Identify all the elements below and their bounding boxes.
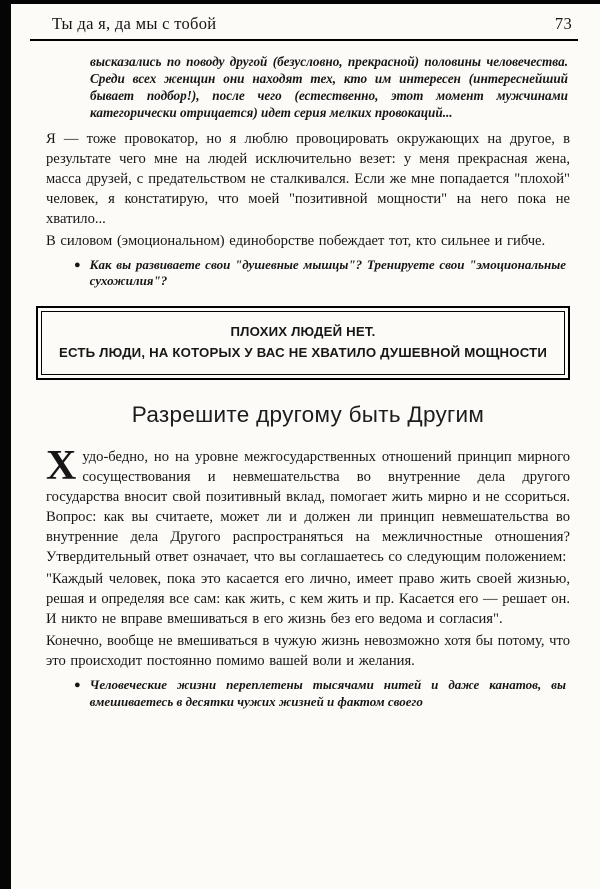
bullet-question-muscles-text: Как вы развиваете свои "душевные мышцы"? Тренируете свои "эмоциональные сухожилия"? — [89, 256, 566, 289]
bullet-lives-intertwined-text: Человеческие жизни переплетены тысячами нитей и даже канатов, вы вмешиваетесь в десятки чужих жизней и фактом своего — [89, 677, 566, 709]
slogan-line-2: ЕСТЬ ЛЮДИ, НА КОТОРЫХ У ВАС НЕ ХВАТИЛО ДУШЕВНОЙ МОЩНОСТИ — [58, 344, 548, 360]
drop-cap: Х — [46, 443, 77, 490]
page-header — [0, 0, 600, 39]
page-number: 73 — [554, 14, 572, 33]
scan-edge-top — [0, 0, 600, 4]
paragraph-impossible-not-to-interfere: Конечно, вообще не вмешиваться в чужую жизнь невозможно хотя бы потому, что это происходит постоянно помимо вашей воли и желания. — [46, 633, 570, 670]
paragraph-emotional-duel: В силовом (эмоциональном) единоборстве побеждает тот, кто сильнее и гибче. — [46, 232, 546, 249]
running-title: Ты да я, да мы с тобой — [52, 14, 217, 33]
paragraph-noninterference-text: удо-бедно, но на уровне межгосударственных отношений принцип мирного сосуществования и невмешательства во внутренние дела другого государства вносит свой позитивный вклад, помогает жить мирно и не ссориться. Вопрос: как вы считаете, может ли и должен ли принцип невмешательства во внутренние дела Другого распространяться на межличностные отношения? Утвердительный ответ означает, что вы соглашаетесь со следующим положением: — [46, 449, 570, 566]
bullet-icon: ● — [74, 679, 81, 692]
slogan-line-1: ПЛОХИХ ЛЮДЕЙ НЕТ. — [230, 324, 376, 340]
slogan-box — [36, 306, 570, 380]
paragraph-quote-right-to-live: "Каждый человек, пока это касается его лично, имеет право жить своей жизнью, решая и определяя все сам: как жить, с кем жить и пр. Касается его — решает он. И никто не вправе вмешиваться в его жизнь без его ведома и согласия". — [46, 571, 570, 628]
scan-edge-left — [0, 0, 11, 889]
section-title: Разрешите другому быть Другим — [131, 402, 485, 428]
bullet-question-muscles — [74, 257, 566, 291]
paragraph-noninterference — [46, 443, 570, 568]
page-body — [0, 41, 600, 711]
slogan-box-inner — [41, 311, 565, 375]
bullet-icon: ● — [74, 258, 81, 271]
bullet-lives-intertwined — [74, 677, 566, 711]
continued-italic-paragraph: высказались по поводу другой (безусловно, прекрасной) половины человечества. Среди всех женщин они находят тех, кто им интересен (интереснейший бывает подбор!), после чего (естественно, этот момент мужчинами категорически отрицается) идет серия мелких провокаций... — [90, 54, 568, 121]
paragraph-provocateur: Я — тоже провокатор, но я люблю провоцировать окружающих на другое, в результате чего мне на людей исключительно везет: у меня прекрасная жена, масса друзей, с предательством не сталкивался. Если же мне попадается "плохой" человек, я констатирую, что моей "позитивной мощности" на него пока не хватило... — [46, 130, 570, 227]
